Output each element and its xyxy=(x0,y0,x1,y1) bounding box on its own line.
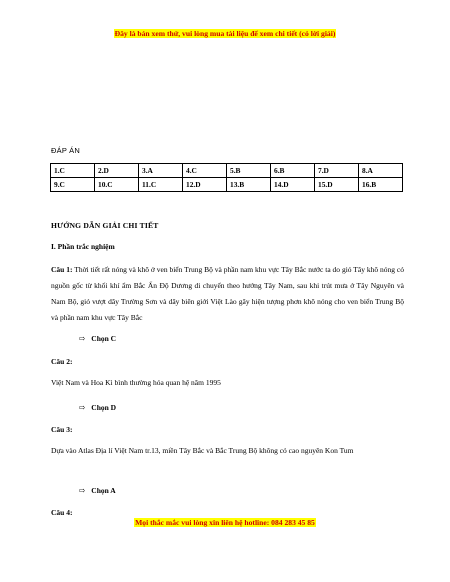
question-1-label: Câu 1: xyxy=(51,265,73,274)
solution-guide-title: HƯỚNG DẪN GIẢI CHI TIẾT xyxy=(51,221,159,230)
question-2-choice xyxy=(79,403,116,412)
arrow-right-icon: ⇨ xyxy=(79,334,86,343)
answer-cell: 5.B xyxy=(227,164,271,178)
answer-table xyxy=(50,163,403,192)
question-3-choice-text: Chọn A xyxy=(91,486,116,495)
hotline-banner xyxy=(0,518,450,527)
arrow-right-icon: ⇨ xyxy=(79,486,86,495)
answer-cell: 10.C xyxy=(95,178,139,192)
answer-cell: 14.D xyxy=(271,178,315,192)
answer-row xyxy=(51,178,403,192)
preview-notice-banner xyxy=(0,29,450,38)
answer-cell: 2.D xyxy=(95,164,139,178)
question-3-explanation: Dựa vào Atlas Địa lí Việt Nam tr.13, miền Tây Bắc và Bắc Trung Bộ không có cao nguyên Kon Tum xyxy=(51,446,354,455)
question-1-text: Thời tiết rất nóng và khô ở ven biển Trung Bộ và phần nam khu vực Tây Bắc nước ta do gió Tây khô nóng có nguồn gốc từ khối khí ẩm Bắc Ấn Độ Dương di chuyển theo hướng Tây Nam, sau khi trút mưa ở Tây Nguyên và Nam Bộ, gió vượt dãy Trường Sơn và dãy biên giới Việt Lào gây hiện tượng phơn khô nóng cho ven biển Trung Bộ và phần nam khu vực Tây Bắc xyxy=(51,265,404,322)
question-3-label: Câu 3: xyxy=(51,425,73,434)
question-1-explanation xyxy=(51,262,404,326)
answer-cell: 6.B xyxy=(271,164,315,178)
question-2-label: Câu 2: xyxy=(51,357,73,366)
answer-cell: 4.C xyxy=(183,164,227,178)
answer-cell: 11.C xyxy=(139,178,183,192)
answer-cell: 16.B xyxy=(359,178,403,192)
answer-cell: 15.D xyxy=(315,178,359,192)
arrow-right-icon: ⇨ xyxy=(79,403,86,412)
answer-cell: 7.D xyxy=(315,164,359,178)
part-one-title: I. Phần trắc nghiệm xyxy=(51,242,115,251)
hotline-text: Mọi thắc mắc vui lòng xin liên hệ hotline: 084 283 45 85 xyxy=(135,518,315,527)
answer-cell: 1.C xyxy=(51,164,95,178)
question-4-label: Câu 4: xyxy=(51,508,73,517)
question-1-choice xyxy=(79,334,116,343)
answer-cell: 3.A xyxy=(139,164,183,178)
question-1-choice-text: Chọn C xyxy=(91,334,117,343)
answer-row xyxy=(51,164,403,178)
answers-heading: ĐÁP ÁN xyxy=(51,146,80,155)
question-2-explanation: Việt Nam và Hoa Kì bình thường hóa quan hệ năm 1995 xyxy=(51,378,221,387)
answer-cell: 12.D xyxy=(183,178,227,192)
question-3-choice xyxy=(79,486,116,495)
answer-cell: 9.C xyxy=(51,178,95,192)
answer-cell: 8.A xyxy=(359,164,403,178)
question-2-choice-text: Chọn D xyxy=(91,403,117,412)
preview-notice-text: Đây là bản xem thử, vui lòng mua tài liệu để xem chi tiết (có lời giải) xyxy=(114,29,336,38)
answer-cell: 13.B xyxy=(227,178,271,192)
